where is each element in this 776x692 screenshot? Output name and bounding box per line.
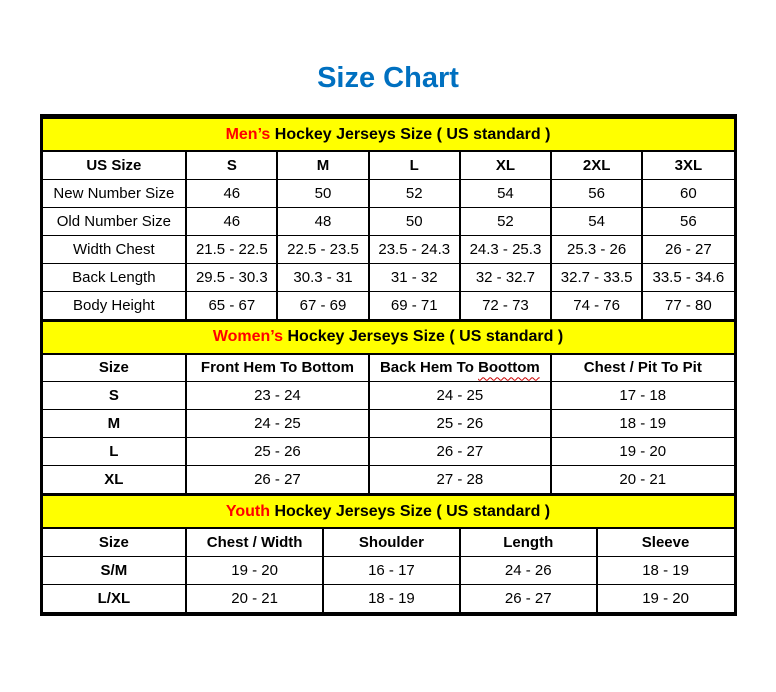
column-header: Front Hem To Bottom [186,354,368,382]
column-header: Chest / Width [186,528,323,556]
row-label: S [43,382,187,410]
size-value: 77 - 80 [642,291,733,319]
row-label: Width Chest [43,235,187,263]
size-value: 54 [460,179,551,207]
size-value: 52 [460,207,551,235]
table-row [43,438,734,466]
size-value: 54 [551,207,642,235]
size-value: 17 - 18 [551,382,733,410]
size-value: 18 - 19 [597,556,734,584]
size-value: 29.5 - 30.3 [186,263,277,291]
section-highlight: Youth [225,502,270,520]
table-row [43,466,734,494]
table-row [43,291,734,319]
section-title-rest: Hockey Jerseys Size ( US standard ) [270,502,551,520]
size-value: 25.3 - 26 [551,235,642,263]
column-header: S [186,151,277,179]
row-label: XL [43,466,187,494]
size-value: 21.5 - 22.5 [186,235,277,263]
column-header: 2XL [551,151,642,179]
column-header: Sleeve [597,528,734,556]
size-value: 32.7 - 33.5 [551,263,642,291]
column-header: L [369,151,460,179]
size-value: 20 - 21 [551,466,733,494]
page-title: Size Chart [317,62,459,94]
table-row [43,584,734,612]
size-value: 48 [277,207,368,235]
size-value: 65 - 67 [186,291,277,319]
size-value: 26 - 27 [369,438,551,466]
size-value: 16 - 17 [323,556,460,584]
womens-section-title [43,321,734,354]
size-value: 18 - 19 [551,410,733,438]
table-row [43,263,734,291]
size-value: 19 - 20 [597,584,734,612]
size-value: 18 - 19 [323,584,460,612]
size-value: 56 [551,179,642,207]
womens-size-table [43,320,734,495]
size-value: 69 - 71 [369,291,460,319]
size-value: 60 [642,179,733,207]
table-row [43,151,734,179]
column-header: Size [43,528,187,556]
row-label: Body Height [43,291,187,319]
table-row [43,207,734,235]
size-value: 50 [369,207,460,235]
youth-section-title [43,495,734,528]
size-value: 27 - 28 [369,466,551,494]
row-label: L [43,438,187,466]
size-value: 23.5 - 24.3 [369,235,460,263]
mens-section-header [43,118,734,151]
row-label: New Number Size [43,179,187,207]
size-value: 26 - 27 [186,466,368,494]
size-value: 30.3 - 31 [277,263,368,291]
size-value: 23 - 24 [186,382,368,410]
size-value: 24 - 25 [186,410,368,438]
row-label: M [43,410,187,438]
column-header: Length [460,528,597,556]
size-chart [40,114,737,616]
table-row [43,179,734,207]
section-highlight: Women’s [212,328,284,345]
row-label: Back Length [43,263,187,291]
size-value: 20 - 21 [186,584,323,612]
youth-size-table [43,494,734,613]
size-value: 50 [277,179,368,207]
table-row [43,556,734,584]
mens-section-title [43,118,734,151]
section-highlight: Men’s [225,125,271,143]
table-row [43,410,734,438]
misspelled-word: Boottom [478,359,540,377]
size-value: 33.5 - 34.6 [642,263,733,291]
column-header: Chest / Pit To Pit [551,354,733,382]
section-title-rest: Hockey Jerseys Size ( US standard ) [283,328,564,345]
size-value: 67 - 69 [277,291,368,319]
size-value: 25 - 26 [186,438,368,466]
column-header: 3XL [642,151,733,179]
column-header: Size [43,354,187,382]
size-value: 26 - 27 [642,235,733,263]
table-row [43,382,734,410]
size-value: 24.3 - 25.3 [460,235,551,263]
table-row [43,528,734,556]
size-value: 74 - 76 [551,291,642,319]
size-value: 52 [369,179,460,207]
size-value: 46 [186,207,277,235]
womens-section-header [43,321,734,354]
size-value: 46 [186,179,277,207]
column-header: Shoulder [323,528,460,556]
size-value: 25 - 26 [369,410,551,438]
table-row [43,354,734,382]
column-header: US Size [43,151,187,179]
size-value: 24 - 25 [369,382,551,410]
row-label: S/M [43,556,187,584]
section-title-rest: Hockey Jerseys Size ( US standard ) [270,125,551,143]
row-label: Old Number Size [43,207,187,235]
size-value: 19 - 20 [551,438,733,466]
table-row [43,235,734,263]
size-value: 24 - 26 [460,556,597,584]
column-header: M [277,151,368,179]
header-text: Back Hem To [379,359,479,377]
size-value: 31 - 32 [369,263,460,291]
row-label: L/XL [43,584,187,612]
column-header-misspelled [369,354,551,382]
size-value: 26 - 27 [460,584,597,612]
size-value: 19 - 20 [186,556,323,584]
size-value: 22.5 - 23.5 [277,235,368,263]
mens-size-table [43,117,734,320]
size-value: 72 - 73 [460,291,551,319]
column-header: XL [460,151,551,179]
youth-section-header [43,495,734,528]
size-value: 56 [642,207,733,235]
size-value: 32 - 32.7 [460,263,551,291]
